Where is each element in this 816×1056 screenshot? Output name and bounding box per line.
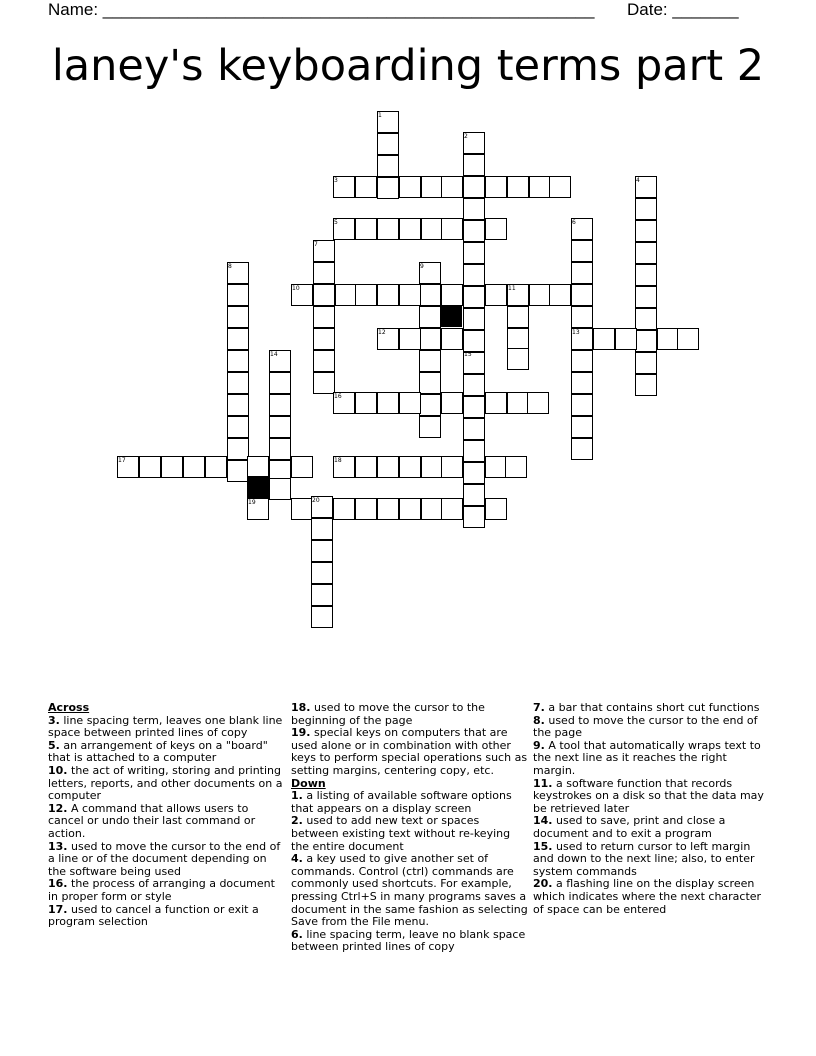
grid-cell[interactable] (227, 416, 249, 438)
grid-cell[interactable] (335, 284, 357, 306)
clue-down-8: 8. used to move the cursor to the end of the page (533, 713, 758, 740)
grid-cell[interactable] (399, 498, 421, 520)
grid-cell[interactable] (507, 176, 529, 198)
grid-cell[interactable] (399, 392, 421, 414)
cell-number: 3 (334, 177, 338, 184)
grid-cell[interactable] (377, 284, 399, 306)
grid-cell[interactable] (355, 218, 377, 240)
grid-cell[interactable] (269, 438, 291, 460)
grid-cell[interactable] (571, 416, 593, 438)
grid-cell[interactable] (227, 306, 249, 328)
grid-cell[interactable] (571, 372, 593, 394)
grid-cell[interactable] (485, 456, 507, 478)
grid-cell[interactable] (485, 284, 507, 306)
grid-cell[interactable] (463, 242, 485, 264)
grid-cell[interactable] (269, 478, 291, 500)
grid-cell[interactable] (549, 284, 571, 306)
cell-number: 7 (314, 241, 318, 248)
grid-cell[interactable] (419, 394, 441, 416)
grid-cell[interactable] (399, 176, 421, 198)
grid-cell[interactable] (313, 350, 335, 372)
grid-cell[interactable] (657, 328, 679, 350)
grid-cell[interactable] (333, 498, 355, 520)
grid-cell[interactable] (463, 220, 485, 242)
grid-cell[interactable] (463, 176, 485, 198)
grid-cell[interactable] (463, 330, 485, 352)
grid-cell[interactable] (549, 176, 571, 198)
grid-cell[interactable] (419, 284, 441, 306)
clue-across-18: 18. used to move the cursor to the beginning of the page (291, 701, 485, 727)
grid-cell[interactable] (635, 242, 657, 264)
clue-column-3 (533, 702, 771, 916)
grid-cell[interactable] (311, 518, 333, 540)
clue-across-5: 5. an arrangement of keys on a "board" that is attached to a computer (48, 738, 268, 765)
grid-cell[interactable] (419, 306, 441, 328)
grid-cell[interactable] (527, 392, 549, 414)
grid-cell[interactable] (313, 262, 335, 284)
grid-cell[interactable] (227, 284, 249, 306)
cell-number: 20 (312, 497, 320, 504)
grid-cell[interactable] (399, 218, 421, 240)
grid-cell[interactable] (313, 284, 335, 306)
grid-cell[interactable] (377, 155, 399, 177)
clue-across-3: 3. line spacing term, leaves one blank line space between printed lines of copy (48, 713, 283, 740)
grid-cell[interactable] (269, 416, 291, 438)
clue-down-15: 15. used to return cursor to left margin and down to the next line; also, to enter system commands (533, 839, 755, 878)
cell-number: 8 (228, 263, 232, 270)
clue-down-6: 6. line spacing term, leave no blank space between printed lines of copy (291, 927, 526, 954)
grid-cell[interactable] (355, 284, 377, 306)
grid-cell[interactable] (571, 438, 593, 460)
grid-cell[interactable] (463, 264, 485, 286)
grid-cell[interactable] (485, 392, 507, 414)
cell-number: 17 (118, 457, 126, 464)
grid-cell[interactable] (269, 372, 291, 394)
grid-cell[interactable] (463, 286, 485, 308)
grid-cell[interactable] (571, 284, 593, 306)
clue-down-2: 2. used to add new text or spaces between existing text without re-keying the entire document (291, 814, 511, 853)
grid-cell[interactable] (377, 456, 399, 478)
blocked-cell (247, 476, 269, 498)
grid-cell[interactable] (311, 562, 333, 584)
blocked-cell (440, 305, 462, 327)
grid-cell[interactable] (571, 350, 593, 372)
grid-cell[interactable] (227, 438, 249, 460)
grid-cell[interactable] (377, 392, 399, 414)
grid-cell[interactable] (419, 372, 441, 394)
grid-cell[interactable] (441, 176, 463, 198)
cell-number: 10 (292, 285, 300, 292)
grid-cell[interactable] (463, 506, 485, 528)
grid-cell[interactable] (463, 484, 485, 506)
clue-column-1 (48, 702, 286, 929)
grid-cell[interactable] (311, 584, 333, 606)
clue-column-2 (291, 702, 529, 954)
grid-cell[interactable] (635, 352, 657, 374)
grid-cell[interactable] (227, 350, 249, 372)
grid-cell[interactable] (355, 456, 377, 478)
clue-across-12: 12. A command that allows users to cancel or undo their last command or action. (48, 801, 256, 840)
grid-cell[interactable] (463, 374, 485, 396)
grid-cell[interactable] (571, 240, 593, 262)
grid-cell[interactable] (463, 418, 485, 440)
cell-number: 11 (508, 285, 516, 292)
grid-cell[interactable] (311, 606, 333, 628)
grid-cell[interactable] (635, 286, 657, 308)
clue-down-9: 9. A tool that automatically wraps text to the next line as it reaches the right margin. (533, 738, 761, 777)
down-heading: Down (291, 776, 326, 790)
cell-number: 2 (464, 133, 468, 140)
date-line: Date: _______ (627, 0, 739, 19)
grid-cell[interactable] (377, 498, 399, 520)
grid-cell[interactable] (635, 198, 657, 220)
across-heading: Across (48, 701, 90, 714)
grid-cell[interactable] (355, 498, 377, 520)
grid-cell[interactable] (161, 456, 183, 478)
cell-number: 14 (270, 351, 278, 358)
grid-cell[interactable] (377, 133, 399, 155)
grid-cell[interactable] (311, 540, 333, 562)
grid-cell[interactable] (507, 348, 529, 370)
clue-down-1: 1. a listing of available software options that appears on a display screen (291, 789, 512, 815)
grid-cell[interactable] (463, 198, 485, 220)
cell-number: 4 (636, 177, 640, 184)
grid-cell[interactable] (355, 392, 377, 414)
grid-cell[interactable] (593, 328, 615, 350)
grid-cell[interactable] (399, 456, 421, 478)
clue-down-14: 14. used to save, print and close a document and to exit a program (533, 814, 726, 840)
grid-cell[interactable] (227, 460, 249, 482)
clue-across-10: 10. the act of writing, storing and printing letters, reports, and other documents on a computer (48, 763, 283, 803)
cell-number: 5 (334, 219, 338, 226)
clue-down-4: 4. a key used to give another set of commands. Control (ctrl) commands are commonly used shortcuts. For example, pressing Ctrl+S in many programs saves a document in the same fashion as selecting Save from the File menu. (291, 852, 528, 929)
grid-cell[interactable] (635, 330, 657, 352)
grid-cell[interactable] (635, 374, 657, 396)
grid-cell[interactable] (485, 176, 507, 198)
clue-across-13: 13. used to move the cursor to the end of a line or of the document depending on the software being used (48, 839, 281, 878)
grid-cell[interactable] (463, 154, 485, 176)
grid-cell[interactable] (441, 328, 463, 350)
cell-number: 19 (248, 499, 256, 506)
grid-cell[interactable] (571, 394, 593, 416)
grid-cell[interactable] (313, 328, 335, 350)
grid-cell[interactable] (419, 416, 441, 438)
grid-cell[interactable] (615, 328, 637, 350)
grid-cell[interactable] (227, 328, 249, 350)
grid-cell[interactable] (291, 456, 313, 478)
grid-cell[interactable] (507, 392, 529, 414)
grid-cell[interactable] (485, 218, 507, 240)
grid-cell[interactable] (421, 498, 443, 520)
clue-across-19: 19. special keys on computers that are used alone or in combination with other keys to perform special operations such as setting margins, centering copy, etc. (291, 726, 528, 777)
cell-number: 13 (572, 329, 580, 336)
grid-cell[interactable] (635, 264, 657, 286)
clue-down-7: 7. a bar that contains short cut functions (533, 701, 760, 714)
grid-cell[interactable] (571, 306, 593, 328)
grid-cell[interactable] (441, 392, 463, 414)
grid-cell[interactable] (355, 176, 377, 198)
grid-cell[interactable] (441, 456, 463, 478)
page-title: laney's keyboarding terms part 2 (51, 41, 765, 91)
clue-across-16: 16. the process of arranging a document in proper form or style (48, 877, 275, 903)
name-line: Name: ____________________________________________________ (48, 0, 595, 19)
grid-cell[interactable] (635, 220, 657, 242)
grid-cell[interactable] (377, 218, 399, 240)
grid-cell[interactable] (529, 176, 551, 198)
grid-cell[interactable] (183, 456, 205, 478)
grid-cell[interactable] (421, 218, 443, 240)
clue-down-11: 11. a software function that records keystrokes on a disk so that the data may be retrieved later (533, 776, 764, 815)
grid-cell[interactable] (269, 394, 291, 416)
grid-cell[interactable] (227, 394, 249, 416)
cell-number: 16 (334, 393, 342, 400)
grid-cell[interactable] (571, 262, 593, 284)
grid-cell[interactable] (377, 177, 399, 199)
cell-number: 18 (334, 457, 342, 464)
cell-number: 6 (572, 219, 576, 226)
grid-cell[interactable] (463, 462, 485, 484)
grid-cell[interactable] (291, 498, 313, 520)
clue-down-20: 20. a flashing line on the display screen which indicates where the next character of space can be entered (533, 877, 762, 916)
grid-cell[interactable] (529, 284, 551, 306)
grid-cell[interactable] (441, 218, 463, 240)
grid-cell[interactable] (399, 328, 421, 350)
grid-cell[interactable] (421, 456, 443, 478)
cell-number: 15 (464, 351, 472, 358)
grid-cell[interactable] (313, 372, 335, 394)
grid-cell[interactable] (313, 306, 335, 328)
grid-cell[interactable] (441, 498, 463, 520)
grid-cell[interactable] (485, 498, 507, 520)
grid-cell[interactable] (399, 284, 421, 306)
grid-cell[interactable] (441, 284, 463, 306)
grid-cell[interactable] (505, 456, 527, 478)
grid-cell[interactable] (507, 328, 529, 350)
grid-cell[interactable] (677, 328, 699, 350)
grid-cell[interactable] (421, 176, 443, 198)
grid-cell[interactable] (419, 328, 441, 350)
grid-cell[interactable] (463, 308, 485, 330)
grid-cell[interactable] (139, 456, 161, 478)
grid-cell[interactable] (227, 372, 249, 394)
grid-cell[interactable] (205, 456, 227, 478)
grid-cell[interactable] (463, 440, 485, 462)
cell-number: 1 (378, 112, 382, 119)
cell-number: 9 (420, 263, 424, 270)
grid-cell[interactable] (635, 308, 657, 330)
grid-cell[interactable] (247, 456, 269, 478)
grid-cell[interactable] (507, 306, 529, 328)
grid-cell[interactable] (463, 396, 485, 418)
cell-number: 12 (378, 329, 386, 336)
clue-across-17: 17. used to cancel a function or exit a program selection (48, 902, 259, 929)
grid-cell[interactable] (419, 350, 441, 372)
